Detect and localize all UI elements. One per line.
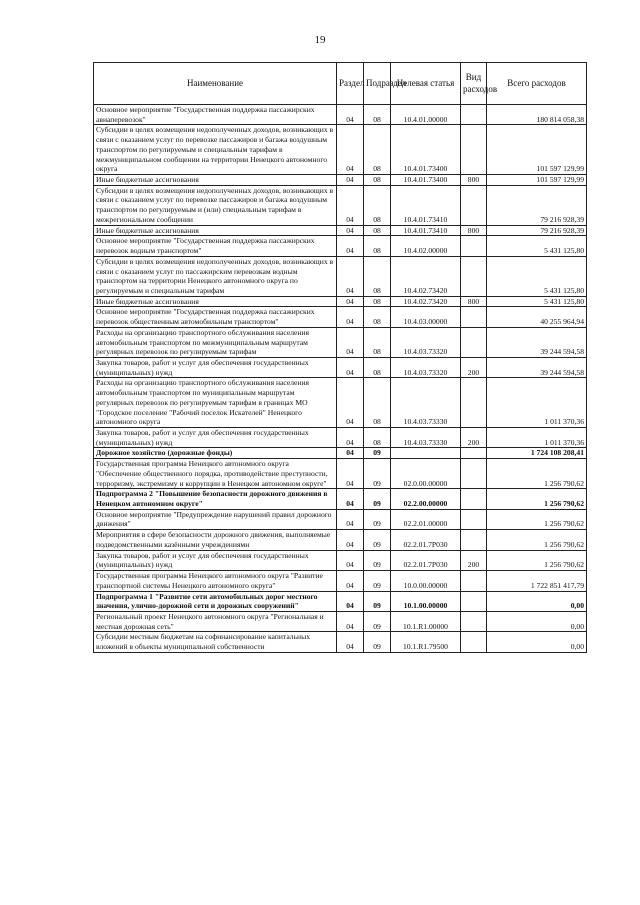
cell-expense-type: [461, 327, 487, 357]
cell-name: Региональный проект Ненецкого автономного округа "Региональная и местная дорожная сеть": [94, 611, 337, 631]
cell-expense-type: [461, 256, 487, 296]
cell-name: Основное мероприятие "Государственная поддержка пассажирских авиаперевозок": [94, 105, 337, 125]
cell-section: 04: [337, 550, 364, 570]
cell-target: 02.2.01.00000: [391, 509, 461, 529]
cell-section: 04: [337, 509, 364, 529]
cell-section: 04: [337, 571, 364, 591]
cell-section: 04: [337, 105, 364, 125]
cell-target: 10.4.01.73400: [391, 175, 461, 186]
cell-section: 04: [337, 175, 364, 186]
cell-expense-type: [461, 105, 487, 125]
cell-amount: 1 256 790,62: [487, 459, 587, 489]
cell-name: Подпрограмма 1 "Развитие сети автомобильных дорог местного значения, улично-дорожной сети и дорожных сооружений": [94, 591, 337, 611]
cell-name: Мероприятия в сфере безопасности дорожного движения, выполняемые подведомственными казёнными учреждениями: [94, 530, 337, 550]
cell-amount: 5 431 125,80: [487, 236, 587, 256]
cell-amount: 0,00: [487, 591, 587, 611]
cell-subsection: 08: [364, 307, 391, 327]
cell-section: 04: [337, 185, 364, 225]
cell-section: 04: [337, 378, 364, 428]
cell-section: 04: [337, 591, 364, 611]
cell-section: 04: [337, 459, 364, 489]
cell-name: Дорожное хозяйство (дорожные фонды): [94, 448, 337, 459]
cell-amount: 0,00: [487, 632, 587, 652]
cell-amount: 1 011 370,36: [487, 378, 587, 428]
cell-name: Иные бюджетные ассигнования: [94, 175, 337, 186]
cell-expense-type: [461, 125, 487, 175]
cell-subsection: 09: [364, 611, 391, 631]
table-row: [94, 489, 587, 509]
cell-target: 10.4.02.73420: [391, 296, 461, 307]
cell-target: 10.1.00.00000: [391, 591, 461, 611]
cell-subsection: 09: [364, 459, 391, 489]
cell-amount: 101 597 129,99: [487, 175, 587, 186]
cell-expense-type: [461, 571, 487, 591]
cell-name: Основное мероприятие "Государственная поддержка пассажирских перевозок общественным автомобильным транспортом": [94, 307, 337, 327]
header-expense-type: Вид расходов: [461, 63, 487, 105]
cell-target: 10.4.01.73410: [391, 225, 461, 236]
table-row: [94, 357, 587, 377]
table-row: [94, 327, 587, 357]
table-row: [94, 378, 587, 428]
cell-subsection: 08: [364, 428, 391, 448]
cell-subsection: 08: [364, 378, 391, 428]
cell-expense-type: [461, 307, 487, 327]
cell-subsection: 09: [364, 550, 391, 570]
table-row: [94, 125, 587, 175]
cell-name: Закупка товаров, работ и услуг для обеспечения государственных (муниципальных) нужд: [94, 428, 337, 448]
table-row: [94, 571, 587, 591]
cell-name: Государственная программа Ненецкого автономного округа "Обеспечение общественного порядка, противодействие преступности, терроризму, экстремизму и коррупции в Ненецком автономном округе": [94, 459, 337, 489]
cell-name: Иные бюджетные ассигнования: [94, 225, 337, 236]
cell-section: 04: [337, 489, 364, 509]
cell-subsection: 08: [364, 125, 391, 175]
header-name: Наименование: [94, 63, 337, 105]
cell-expense-type: [461, 378, 487, 428]
cell-target: [391, 448, 461, 459]
cell-subsection: 08: [364, 296, 391, 307]
cell-target: 10.4.03.73320: [391, 357, 461, 377]
cell-expense-type: [461, 185, 487, 225]
cell-section: 04: [337, 236, 364, 256]
header-target-item: Целевая статья: [391, 63, 461, 105]
table-row: [94, 550, 587, 570]
cell-subsection: 08: [364, 185, 391, 225]
cell-target: 10.4.01.00000: [391, 105, 461, 125]
cell-subsection: 08: [364, 175, 391, 186]
cell-name: Основное мероприятие "Государственная поддержка пассажирских перевозок водным транспортом": [94, 236, 337, 256]
table-row: [94, 428, 587, 448]
cell-subsection: 09: [364, 571, 391, 591]
cell-target: 02.2.01.7Р030: [391, 530, 461, 550]
cell-amount: 1 722 851 417,79: [487, 571, 587, 591]
cell-expense-type: [461, 591, 487, 611]
cell-target: 10.4.02.73420: [391, 256, 461, 296]
cell-name: Государственная программа Ненецкого автономного округа "Развитие транспортной системы Ненецкого автономного округа": [94, 571, 337, 591]
cell-subsection: 08: [364, 357, 391, 377]
cell-section: 04: [337, 296, 364, 307]
table-row: [94, 105, 587, 125]
cell-amount: 180 814 058,38: [487, 105, 587, 125]
cell-subsection: 09: [364, 591, 391, 611]
cell-subsection: 09: [364, 632, 391, 652]
cell-subsection: 09: [364, 489, 391, 509]
cell-expense-type: [461, 509, 487, 529]
cell-target: 02.2.00.00000: [391, 489, 461, 509]
table-row: [94, 225, 587, 236]
cell-subsection: 09: [364, 509, 391, 529]
cell-section: 04: [337, 448, 364, 459]
cell-target: 10.4.03.73330: [391, 378, 461, 428]
table-row: [94, 236, 587, 256]
cell-section: 04: [337, 307, 364, 327]
cell-target: 10.4.03.00000: [391, 307, 461, 327]
cell-name: Субсидии в целях возмещения недополученных доходов, возникающих в связи с оказанием услуг по перевозке пассажиров и багажа воздушным транспортом по регулируемым и (или) специальным тарифам в межрегиональном сообщении: [94, 185, 337, 225]
cell-section: 04: [337, 611, 364, 631]
cell-section: 04: [337, 125, 364, 175]
cell-expense-type: 200: [461, 550, 487, 570]
cell-amount: 0,00: [487, 611, 587, 631]
header-total: Всего расходов: [487, 63, 587, 105]
cell-subsection: 08: [364, 105, 391, 125]
cell-amount: 79 216 928,39: [487, 225, 587, 236]
table-row: [94, 591, 587, 611]
cell-subsection: 09: [364, 530, 391, 550]
cell-subsection: 08: [364, 236, 391, 256]
cell-expense-type: [461, 632, 487, 652]
cell-target: 10.4.01.73410: [391, 185, 461, 225]
cell-name: Субсидии в целях возмещения недополученных доходов, возникающих в связи с оказанием услуг по пассажирским перевозкам водным транспортом на территории Ненецкого автономного округа по регулируемым и специальным тарифам: [94, 256, 337, 296]
cell-name: Субсидии местным бюджетам на софинансирование капитальных вложений в объекты муниципальной собственности: [94, 632, 337, 652]
cell-amount: 1 256 790,62: [487, 550, 587, 570]
cell-name: Субсидии в целях возмещения недополученных доходов, возникающих в связи с оказанием услуг по перевозке пассажиров и багажа воздушным транспортом по регулируемым и специальным тарифам в межмуниципальном сообщении на территории Ненецкого автономного округа: [94, 125, 337, 175]
cell-target: 10.1.R1.00000: [391, 611, 461, 631]
cell-amount: 39 244 594,58: [487, 357, 587, 377]
header-subsection: Подраздел: [364, 63, 391, 105]
cell-expense-type: [461, 459, 487, 489]
cell-section: 04: [337, 357, 364, 377]
cell-section: 04: [337, 225, 364, 236]
table-row: [94, 530, 587, 550]
cell-target: 10.0.00.00000: [391, 571, 461, 591]
cell-name: Основное мероприятие "Предупреждение нарушений правил дорожного движения": [94, 509, 337, 529]
table-row: [94, 448, 587, 459]
cell-name: Закупка товаров, работ и услуг для обеспечения государственных (муниципальных) нужд: [94, 357, 337, 377]
cell-target: 10.4.03.73330: [391, 428, 461, 448]
table-row: [94, 307, 587, 327]
cell-section: 04: [337, 428, 364, 448]
cell-target: 10.4.02.00000: [391, 236, 461, 256]
table-row: [94, 296, 587, 307]
cell-section: 04: [337, 530, 364, 550]
cell-name: Расходы на организацию транспортного обслуживания населения автомобильным транспортом по муниципальным маршрутам регулярных перевозок по регулируемым тарифам в границах МО "Городское поселение "Рабочий поселок Искателей" Ненецкого автономного округа: [94, 378, 337, 428]
cell-amount: 40 255 964,94: [487, 307, 587, 327]
cell-expense-type: [461, 448, 487, 459]
cell-target: 10.4.03.73320: [391, 327, 461, 357]
cell-subsection: 08: [364, 256, 391, 296]
cell-amount: 5 431 125,80: [487, 296, 587, 307]
cell-target: 10.1.R1.79500: [391, 632, 461, 652]
table-row: [94, 611, 587, 631]
cell-section: 04: [337, 327, 364, 357]
cell-subsection: 09: [364, 448, 391, 459]
table-row: [94, 632, 587, 652]
cell-target: 02.2.01.7Р030: [391, 550, 461, 570]
table-row: [94, 175, 587, 186]
cell-name: Иные бюджетные ассигнования: [94, 296, 337, 307]
page-number: 19: [314, 34, 326, 46]
cell-amount: 1 256 790,62: [487, 489, 587, 509]
cell-subsection: 08: [364, 225, 391, 236]
cell-amount: 1 011 370,36: [487, 428, 587, 448]
cell-name: Закупка товаров, работ и услуг для обеспечения государственных (муниципальных) нужд: [94, 550, 337, 570]
cell-target: 02.0.00.00000: [391, 459, 461, 489]
cell-name: Подпрограмма 2 "Повышение безопасности дорожного движения в Ненецком автономном округе": [94, 489, 337, 509]
cell-expense-type: [461, 530, 487, 550]
cell-amount: 1 724 108 208,41: [487, 448, 587, 459]
cell-amount: 5 431 125,80: [487, 256, 587, 296]
cell-section: 04: [337, 632, 364, 652]
cell-expense-type: 200: [461, 357, 487, 377]
cell-expense-type: 800: [461, 225, 487, 236]
header-section: Раздел: [337, 63, 364, 105]
cell-expense-type: 200: [461, 428, 487, 448]
cell-target: 10.4.01.73400: [391, 125, 461, 175]
cell-expense-type: [461, 236, 487, 256]
cell-amount: 101 597 129,99: [487, 125, 587, 175]
table-row: [94, 185, 587, 225]
cell-section: 04: [337, 256, 364, 296]
cell-subsection: 08: [364, 327, 391, 357]
cell-expense-type: [461, 489, 487, 509]
cell-amount: 79 216 928,39: [487, 185, 587, 225]
cell-expense-type: [461, 611, 487, 631]
budget-table: [93, 62, 587, 653]
table-body: [94, 105, 587, 653]
cell-expense-type: 800: [461, 175, 487, 186]
table-row: [94, 459, 587, 489]
table-row: [94, 256, 587, 296]
cell-amount: 39 244 594,58: [487, 327, 587, 357]
cell-amount: 1 256 790,62: [487, 530, 587, 550]
table-row: [94, 509, 587, 529]
cell-expense-type: 800: [461, 296, 487, 307]
cell-amount: 1 256 790,62: [487, 509, 587, 529]
cell-name: Расходы на организацию транспортного обслуживания населения автомобильным транспортом по межмуниципальным маршрутам регулярных перевозок по регулируемым тарифам: [94, 327, 337, 357]
table-header-row: [94, 63, 587, 105]
